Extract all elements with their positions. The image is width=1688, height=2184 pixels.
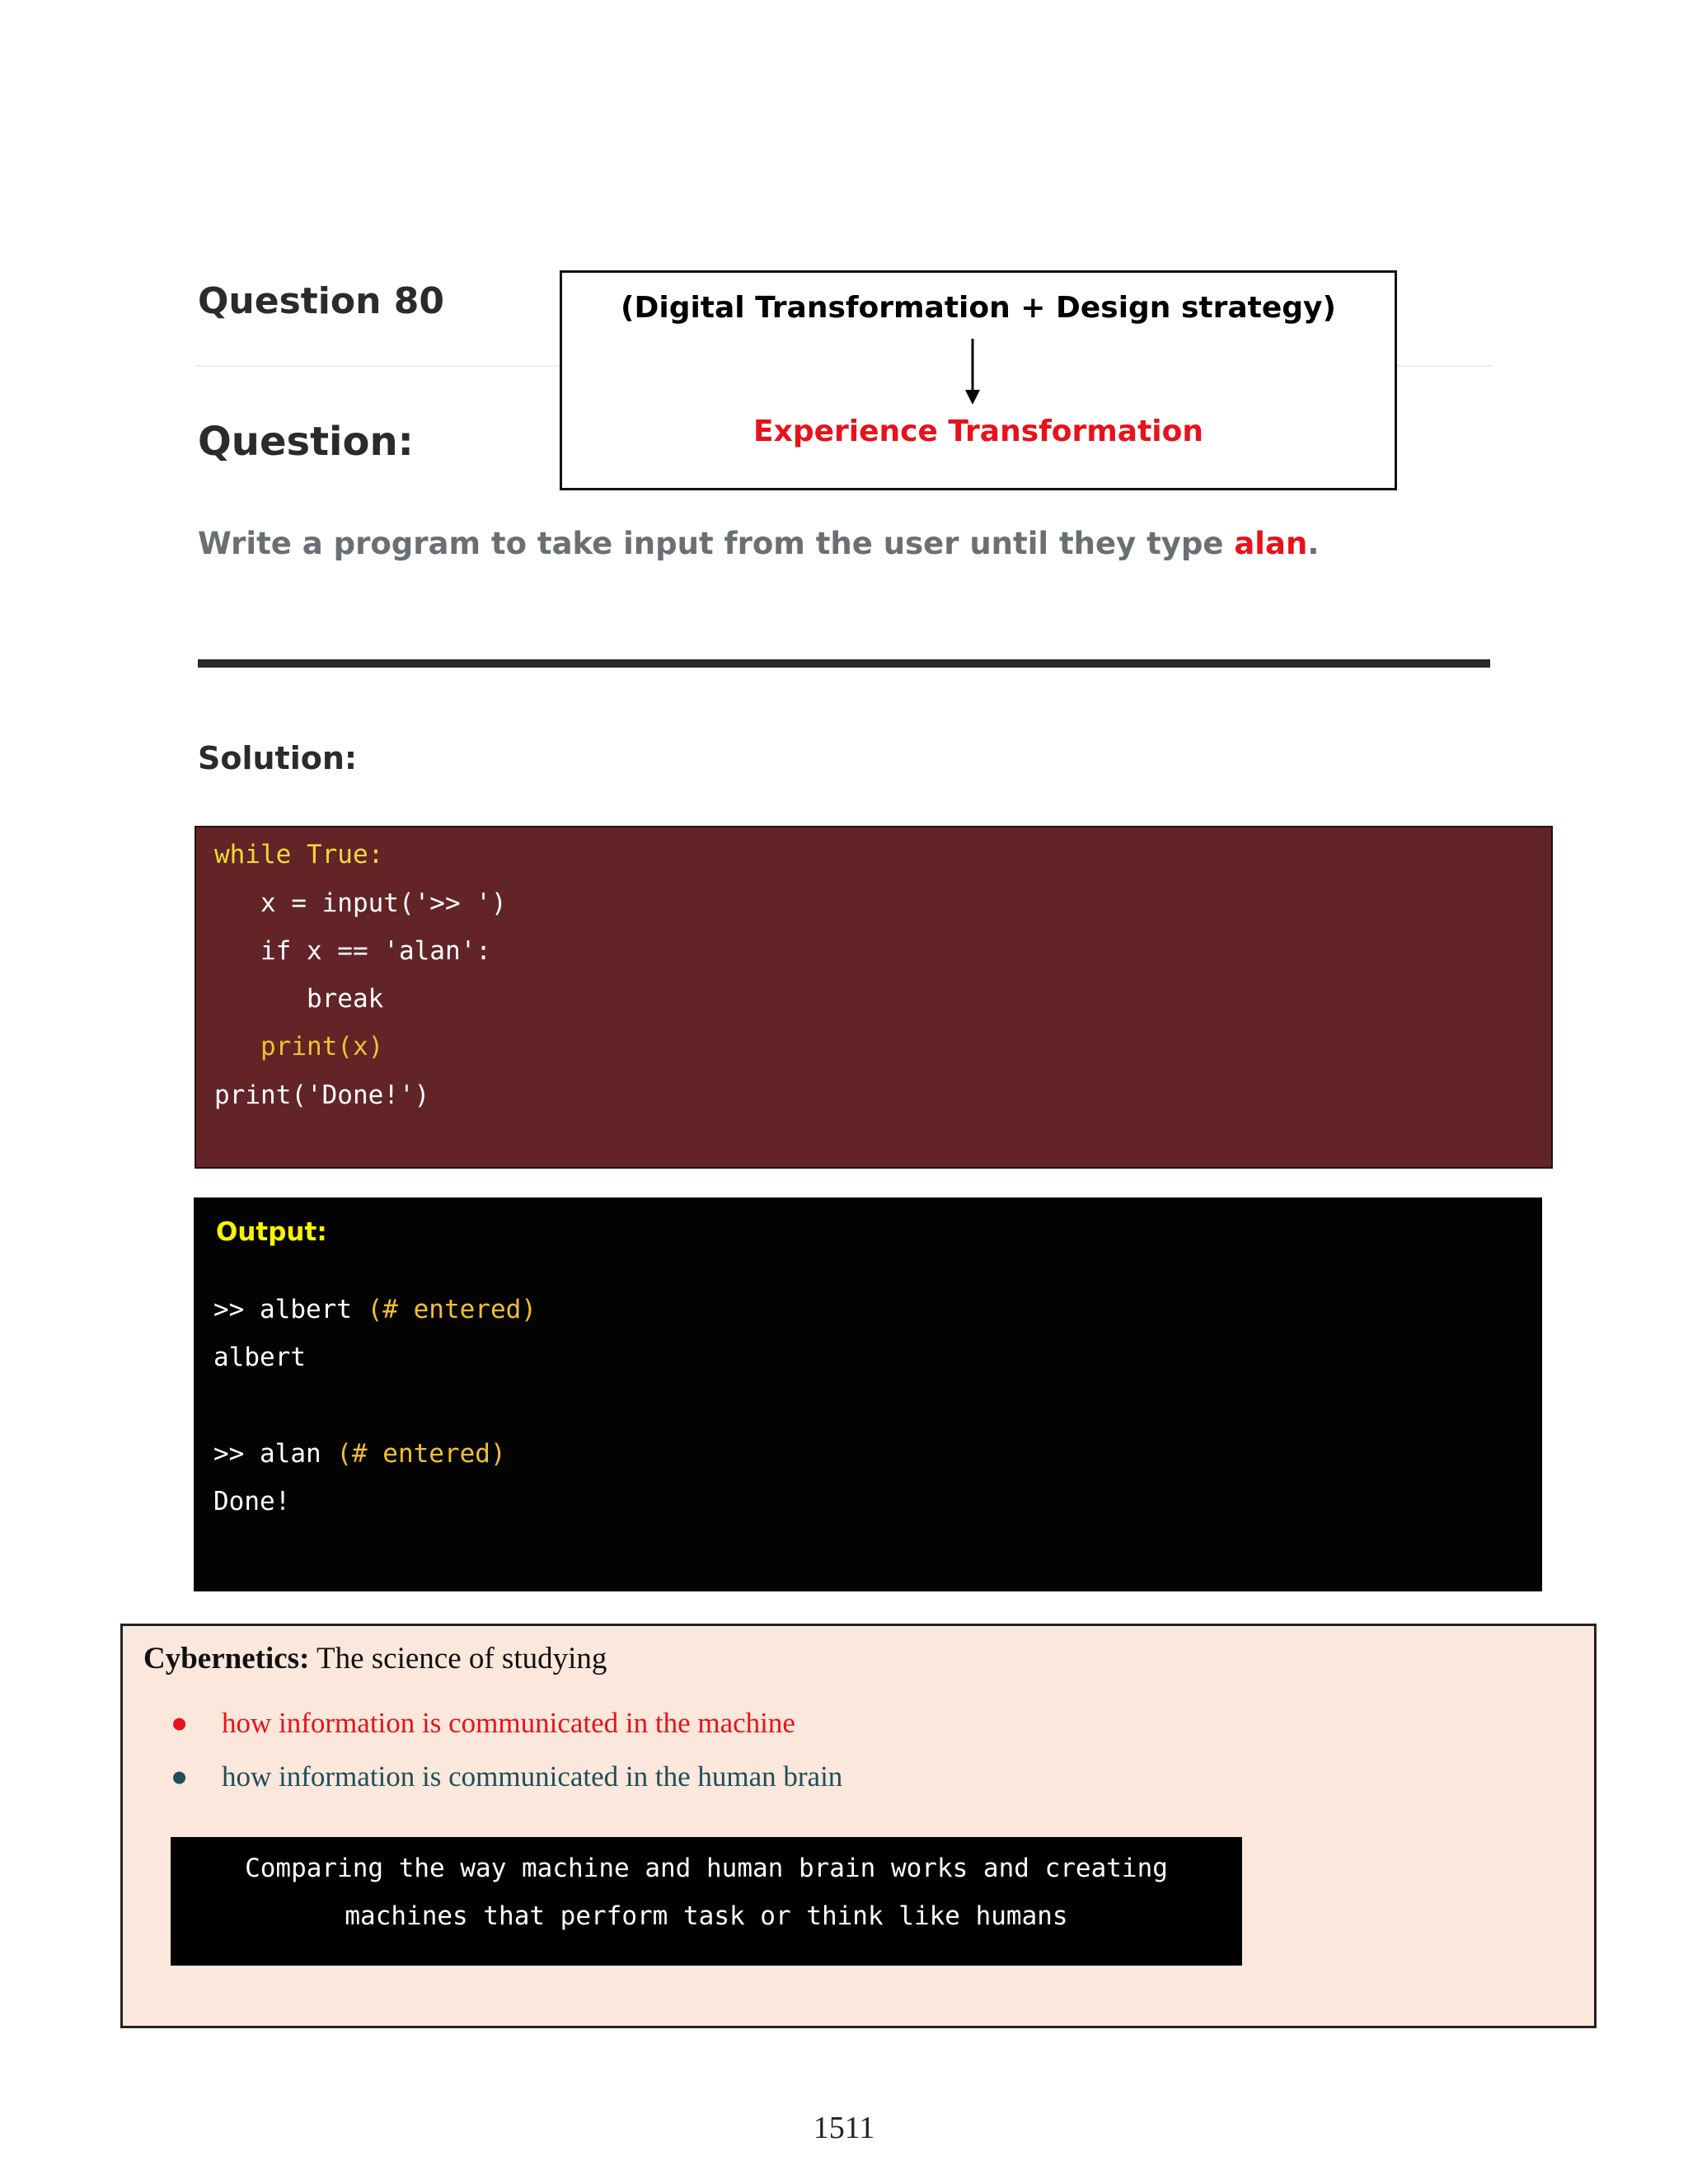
section-divider — [198, 659, 1490, 668]
output-input: >> alan — [213, 1439, 321, 1469]
output-line — [213, 1441, 506, 1467]
output-title: Output: — [216, 1217, 327, 1247]
code-line: break — [214, 984, 384, 1014]
output-input: >> albert — [213, 1295, 352, 1324]
cybernetics-heading — [143, 1641, 607, 1676]
output-comment: (# entered) — [351, 1295, 537, 1324]
list-item — [171, 1707, 795, 1740]
output-line: Done! — [213, 1487, 291, 1516]
output-block — [194, 1197, 1542, 1591]
strategy-box — [560, 270, 1397, 490]
summary-line: Comparing the way machine and human brain works and creating — [245, 1854, 1168, 1883]
question-prompt — [198, 526, 1319, 561]
strategy-title: (Digital Transformation + Design strategy) — [621, 291, 1336, 325]
code-line: x = input('>> ') — [214, 888, 507, 918]
cybernetics-definition: The science of studying — [309, 1642, 607, 1675]
down-arrow-icon — [963, 339, 982, 406]
code-line: print('Done!') — [214, 1080, 430, 1110]
prompt-keyword: alan — [1234, 526, 1308, 561]
summary-line: machines that perform task or think like humans — [345, 1901, 1068, 1931]
page-number: 1511 — [813, 2111, 875, 2145]
output-line: albert — [213, 1343, 306, 1372]
code-line: print(x) — [214, 1032, 384, 1062]
list-item — [171, 1760, 842, 1793]
question-number: Question 80 — [198, 280, 444, 322]
list-item-text: how information is communicated in the machine — [222, 1707, 795, 1739]
bullet-icon: ● — [171, 1707, 189, 1739]
output-comment: (# entered) — [321, 1439, 506, 1469]
question-label: Question: — [198, 419, 414, 465]
prompt-text: Write a program to take input from the user until they type — [198, 526, 1235, 561]
cybernetics-note — [120, 1624, 1597, 2028]
cybernetics-summary — [171, 1837, 1242, 1966]
list-item-text: how information is communicated in the human brain — [222, 1760, 843, 1793]
cybernetics-term: Cybernetics: — [143, 1642, 310, 1675]
code-line: if x == 'alan': — [214, 936, 491, 966]
prompt-period: . — [1307, 526, 1320, 561]
strategy-result: Experience Transformation — [753, 415, 1203, 448]
bullet-icon: ● — [171, 1760, 189, 1793]
output-line — [213, 1297, 537, 1323]
solution-label: Solution: — [198, 740, 358, 776]
code-block — [195, 826, 1553, 1169]
code-line: while True: — [214, 840, 384, 869]
